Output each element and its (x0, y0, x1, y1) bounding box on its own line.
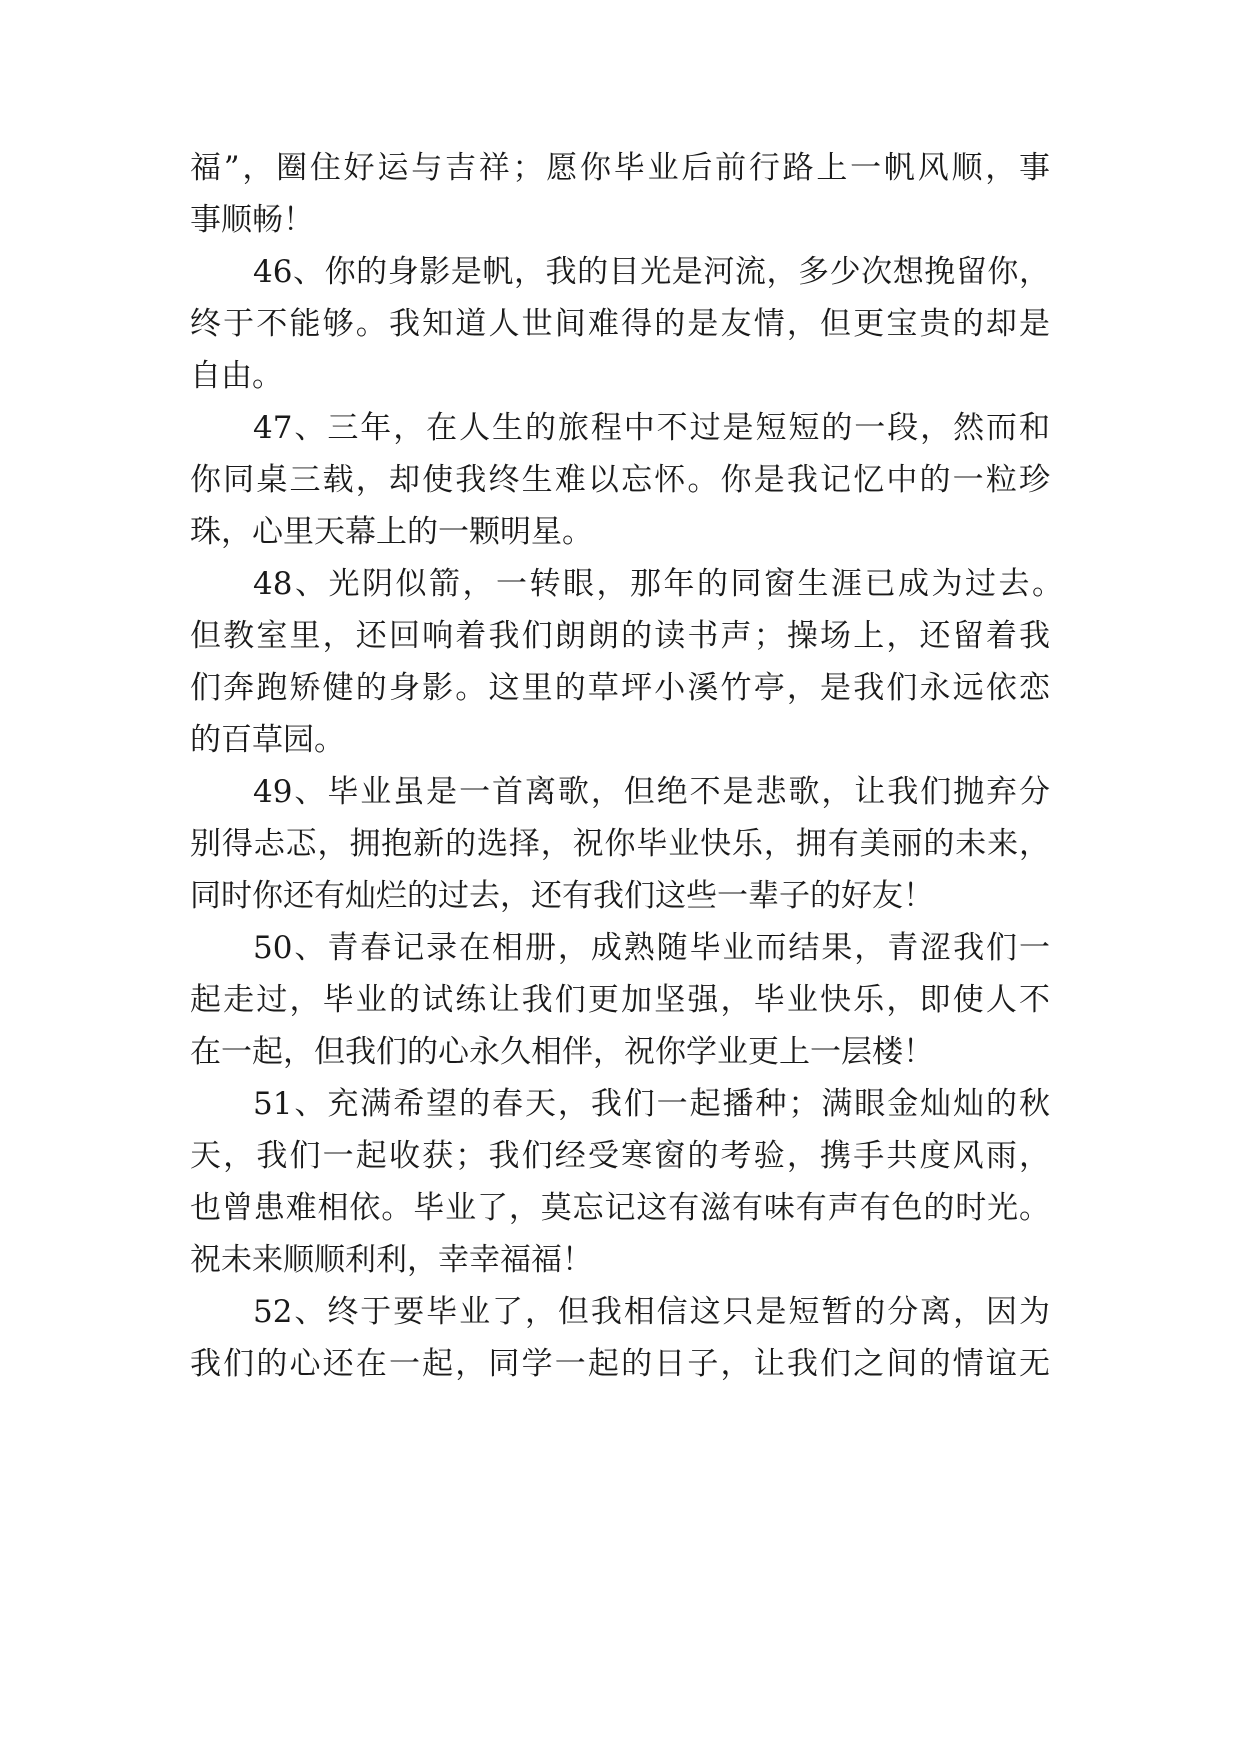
text-line: 50、青春记录在相册，成熟随毕业而结果，青涩我们一 (253, 930, 1050, 966)
text-line: 48、光阴似箭，一转眼，那年的同窗生涯已成为过去。 (253, 566, 1063, 602)
text-line: 52、终于要毕业了，但我相信这只是短暂的分离，因为 (253, 1294, 1050, 1330)
text-line: 终于不能够。我知道人世间难得的是友情，但更宝贵的却是 (190, 306, 1050, 342)
text-line: 在一起，但我们的心永久相伴，祝你学业更上一层楼！ (190, 1034, 934, 1070)
text-line: 祝未来顺顺利利，幸幸福福！ (190, 1242, 593, 1278)
text-line: 我们的心还在一起，同学一起的日子，让我们之间的情谊无 (190, 1346, 1050, 1382)
text-line: 的百草园。 (190, 722, 345, 758)
text-line: 但教室里，还回响着我们朗朗的读书声；操场上，还留着我 (190, 618, 1050, 654)
text-line: 珠，心里天幕上的一颗明星。 (190, 514, 593, 550)
text-line: 起走过，毕业的试练让我们更加坚强，毕业快乐，即使人不 (190, 982, 1050, 1018)
text-line: 47、三年，在人生的旅程中不过是短短的一段，然而和 (253, 410, 1050, 446)
text-line: 天，我们一起收获；我们经受寒窗的考验，携手共度风雨， (190, 1138, 1050, 1174)
text-line: 49、毕业虽是一首离歌，但绝不是悲歌，让我们抛弃分 (253, 774, 1050, 810)
text-line: 自由。 (190, 358, 283, 394)
text-line: 别得忐忑，拥抱新的选择，祝你毕业快乐，拥有美丽的未来， (190, 826, 1050, 862)
text-line: 同时你还有灿烂的过去，还有我们这些一辈子的好友！ (190, 878, 934, 914)
text-line: 事顺畅！ (190, 202, 314, 238)
text-line: 也曾患难相依。毕业了，莫忘记这有滋有味有声有色的时光。 (190, 1190, 1050, 1226)
text-line: 你同桌三载，却使我终生难以忘怀。你是我记忆中的一粒珍 (190, 462, 1050, 498)
text-line: 51、充满希望的春天，我们一起播种；满眼金灿灿的秋 (253, 1086, 1050, 1122)
text-line: 们奔跑矫健的身影。这里的草坪小溪竹亭，是我们永远依恋 (190, 670, 1050, 706)
text-line: 46、你的身影是帆，我的目光是河流，多少次想挽留你， (253, 254, 1050, 290)
text-line: 福”，圈住好运与吉祥；愿你毕业后前行路上一帆风顺，事 (190, 150, 1050, 186)
